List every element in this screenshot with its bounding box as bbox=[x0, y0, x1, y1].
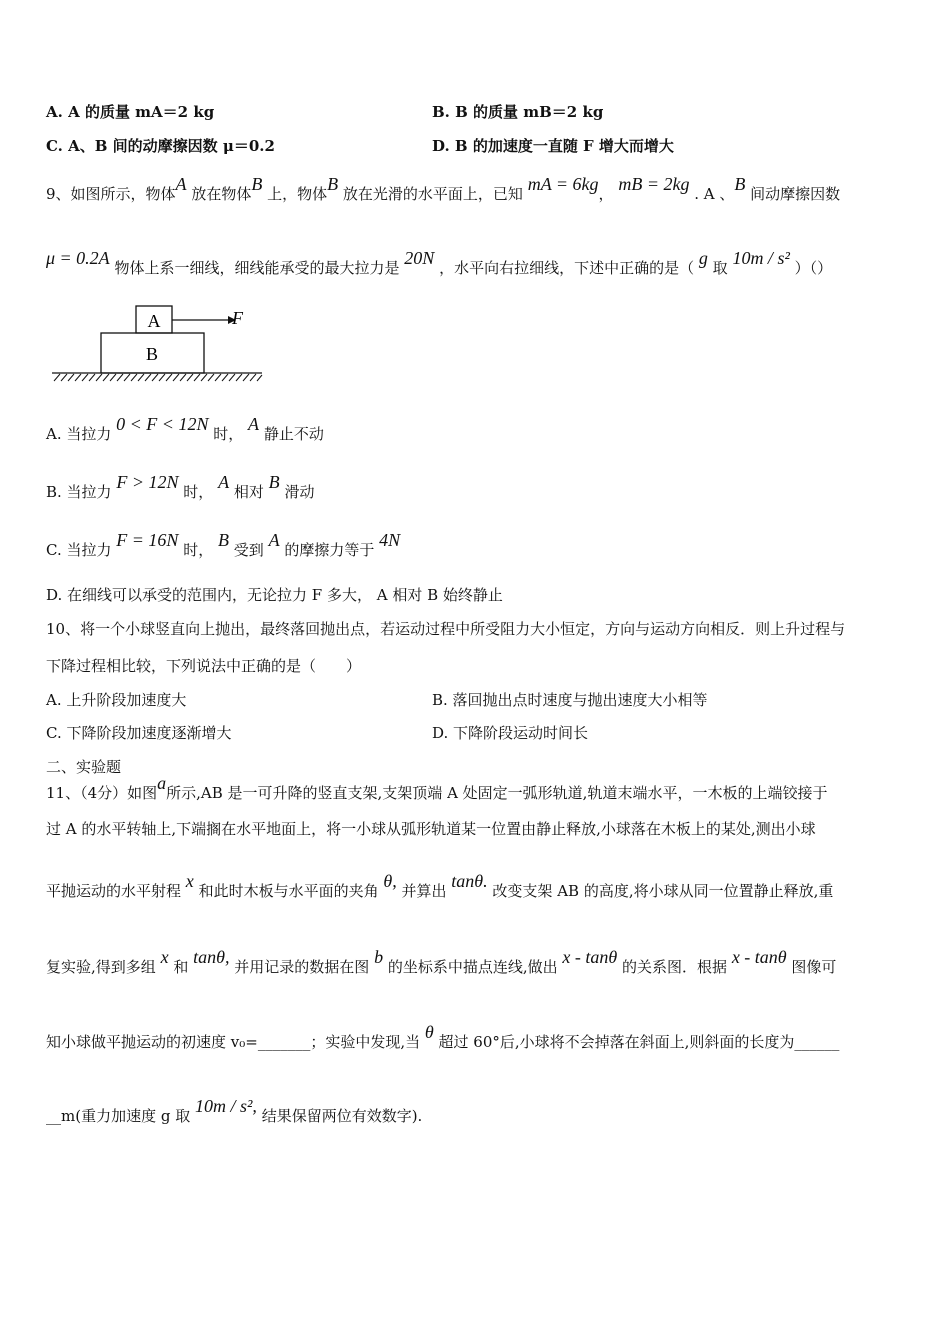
q11-line2: 过 A 的水平转轴上,下端搁在水平地面上，将一小球从弧形轨道某一位置由静止释放,小球落在木板上的某处,测出小球 bbox=[46, 820, 816, 838]
q8-option-b: B. B 的质量 mB＝2 kg bbox=[432, 103, 604, 121]
q8-option-a: A. A 的质量 mA＝2 kg bbox=[46, 103, 215, 121]
block-diagram bbox=[46, 300, 276, 390]
q11-line6: __m(重力加速度 g 取 10m / s², 结果保留两位有效数字). bbox=[46, 1096, 423, 1125]
q11-line4: 复实验,得到多组 x 和 tanθ, 并用记录的数据在图 b 的坐标系中描点连线,做出 x - tanθ 的关系图．根据 x - tanθ 图像可 bbox=[46, 947, 837, 976]
ground-hatching bbox=[54, 374, 262, 381]
q9-option-b: B. 当拉力 F > 12N 时， A 相对 B 滑动 bbox=[46, 472, 315, 501]
q9-option-a: A. 当拉力 0 < F < 12N 时， A 静止不动 bbox=[46, 414, 324, 443]
q10-option-c: C. 下降阶段加速度逐渐增大 bbox=[46, 724, 232, 742]
q9-stem-line2: μ = 0.2A 物体上系一细线，细线能承受的最大拉力是 20N ，水平向右拉细线，下述中正确的是（ g 取 10m / s² ）（） bbox=[46, 248, 833, 277]
q8-option-d: D. B 的加速度一直随 F 增大而增大 bbox=[432, 137, 674, 155]
q11-line3: 平抛运动的水平射程 x 和此时木板与水平面的夹角 θ, 并算出 tanθ. 改变支架 AB 的高度,将小球从同一位置静止释放,重 bbox=[46, 871, 834, 900]
q10-option-b: B. 落回抛出点时速度与抛出速度大小相等 bbox=[432, 691, 708, 709]
q11-line1: 11、（4分）如图a所示,AB 是一可升降的竖直支架,支架顶端 A 处固定一弧形轨道,轨道末端水平，一木板的上端铰接于 bbox=[46, 773, 828, 802]
q10-option-a: A. 上升阶段加速度大 bbox=[46, 691, 187, 709]
block-a-label: A bbox=[147, 311, 161, 331]
q11-line5: 知小球做平抛运动的初速度 v₀=_______；实验中发现,当 θ 超过 60°后,小球将不会掉落在斜面上,则斜面的长度为______ bbox=[46, 1022, 840, 1051]
q9-option-c: C. 当拉力 F = 16N 时， B 受到 A 的摩擦力等于 4N bbox=[46, 530, 401, 559]
force-label: F bbox=[232, 308, 243, 328]
q8-option-c: C. A、B 间的动摩擦因数 μ＝0.2 bbox=[46, 137, 275, 155]
q10-option-d: D. 下降阶段运动时间长 bbox=[432, 724, 589, 742]
q10-stem-line1: 10、将一个小球竖直向上抛出，最终落回抛出点，若运动过程中所受阻力大小恒定，方向与运动方向相反．则上升过程与 bbox=[46, 620, 846, 638]
q9-stem-line1: 9、如图所示，物体A 放在物体B 上，物体B 放在光滑的水平面上，已知 mA = 6kg， mB = 2kg . A 、B 间动摩擦因数 bbox=[46, 174, 841, 203]
section-heading: 二、实验题 bbox=[46, 758, 122, 776]
q10-stem-line2: 下降过程相比较，下列说法中正确的是（ ） bbox=[46, 657, 362, 675]
block-b-label: B bbox=[145, 344, 159, 364]
q9-option-d: D. 在细线可以承受的范围内，无论拉力 F 多大， A 相对 B 始终静止 bbox=[46, 586, 503, 604]
